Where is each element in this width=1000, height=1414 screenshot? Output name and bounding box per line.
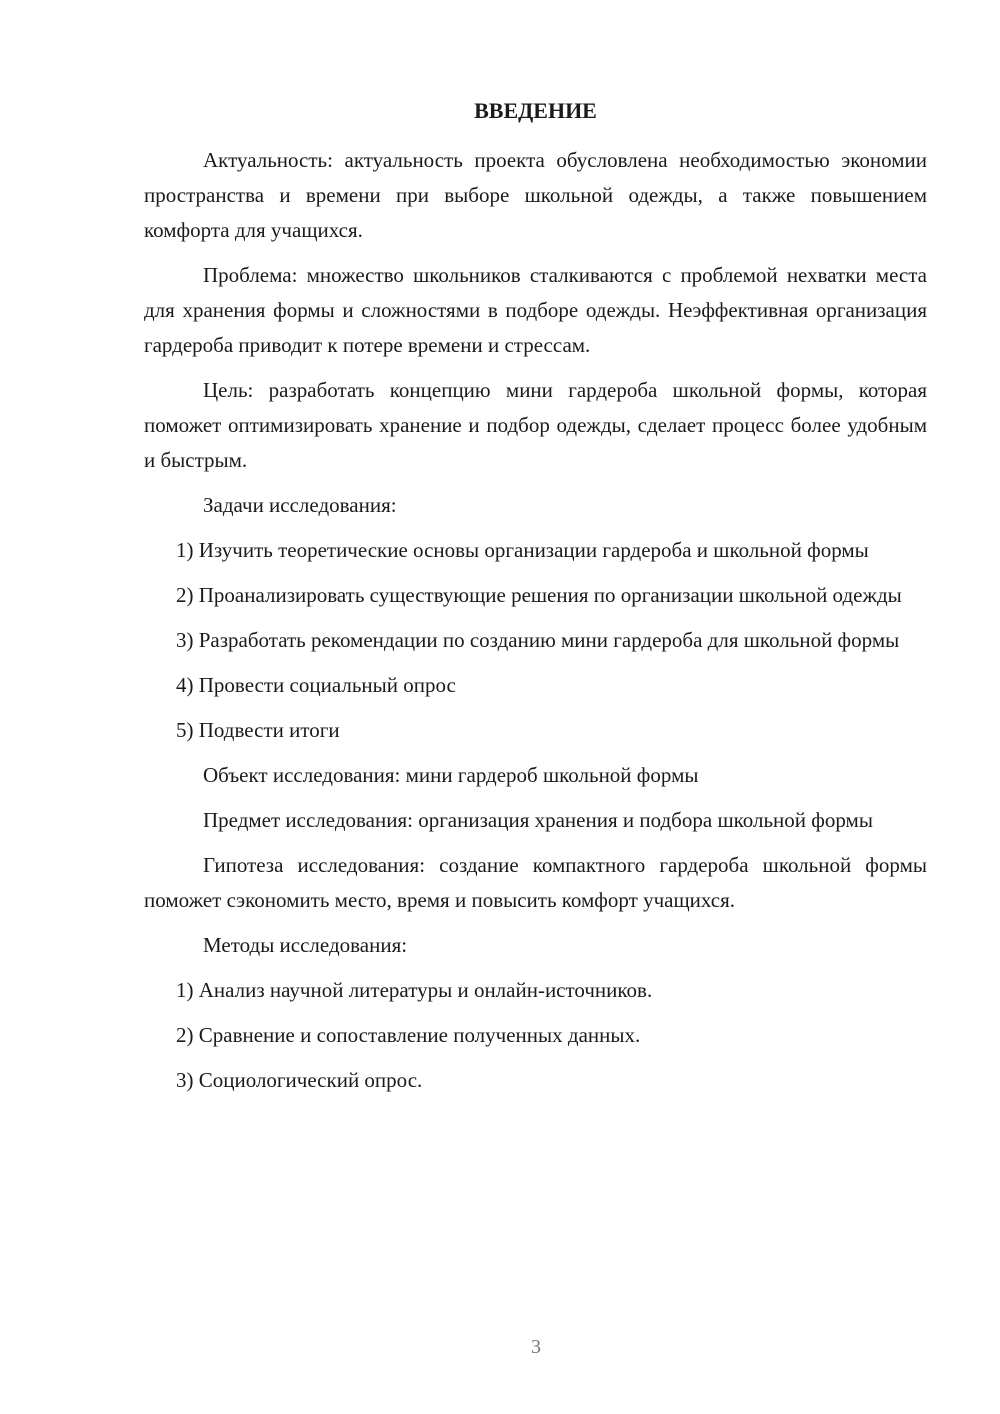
task-item-3: 3) Разработать рекомендации по созданию мини гардероба для школьной формы (176, 628, 900, 652)
paragraph-relevance: Актуальность: актуальность проекта обусловлена необходимостью экономии пространства и времени при выборе школьной одежды, а также повышением комфорта для учащихся. (144, 148, 927, 242)
paragraph-tasks-heading: Задачи исследования: (203, 493, 397, 517)
page-title: ВВЕДЕНИЕ (474, 98, 597, 123)
paragraph-hypothesis: Гипотеза исследования: создание компактного гардероба школьной формы поможет сэкономить место, время и повысить комфорт учащихся. (144, 853, 927, 912)
task-item-2: 2) Проанализировать существующие решения по организации школьной одежды (176, 583, 902, 607)
method-item-1: 1) Анализ научной литературы и онлайн-источников. (176, 978, 653, 1002)
paragraph-object: Объект исследования: мини гардероб школьной формы (203, 763, 699, 787)
method-item-3: 3) Социологический опрос. (176, 1068, 423, 1092)
paragraph-problem: Проблема: множество школьников сталкиваются с проблемой нехватки места для хранения формы и сложностями в подборе одежды. Неэффективная организация гардероба приводит к потере времени и стрессам. (144, 263, 927, 357)
paragraph-subject: Предмет исследования: организация хранения и подбора школьной формы (203, 808, 873, 832)
task-item-1: 1) Изучить теоретические основы организации гардероба и школьной формы (176, 538, 869, 562)
task-item-4: 4) Провести социальный опрос (176, 673, 456, 697)
method-item-2: 2) Сравнение и сопоставление полученных данных. (176, 1023, 641, 1047)
page-number: 3 (531, 1336, 541, 1358)
paragraph-methods-heading: Методы исследования: (203, 933, 408, 957)
task-item-5: 5) Подвести итоги (176, 718, 340, 742)
body-text (144, 143, 927, 1108)
paragraph-goal: Цель: разработать концепцию мини гардероба школьной формы, которая поможет оптимизировать хранение и подбор одежды, сделает процесс более удобным и быстрым. (144, 378, 927, 472)
